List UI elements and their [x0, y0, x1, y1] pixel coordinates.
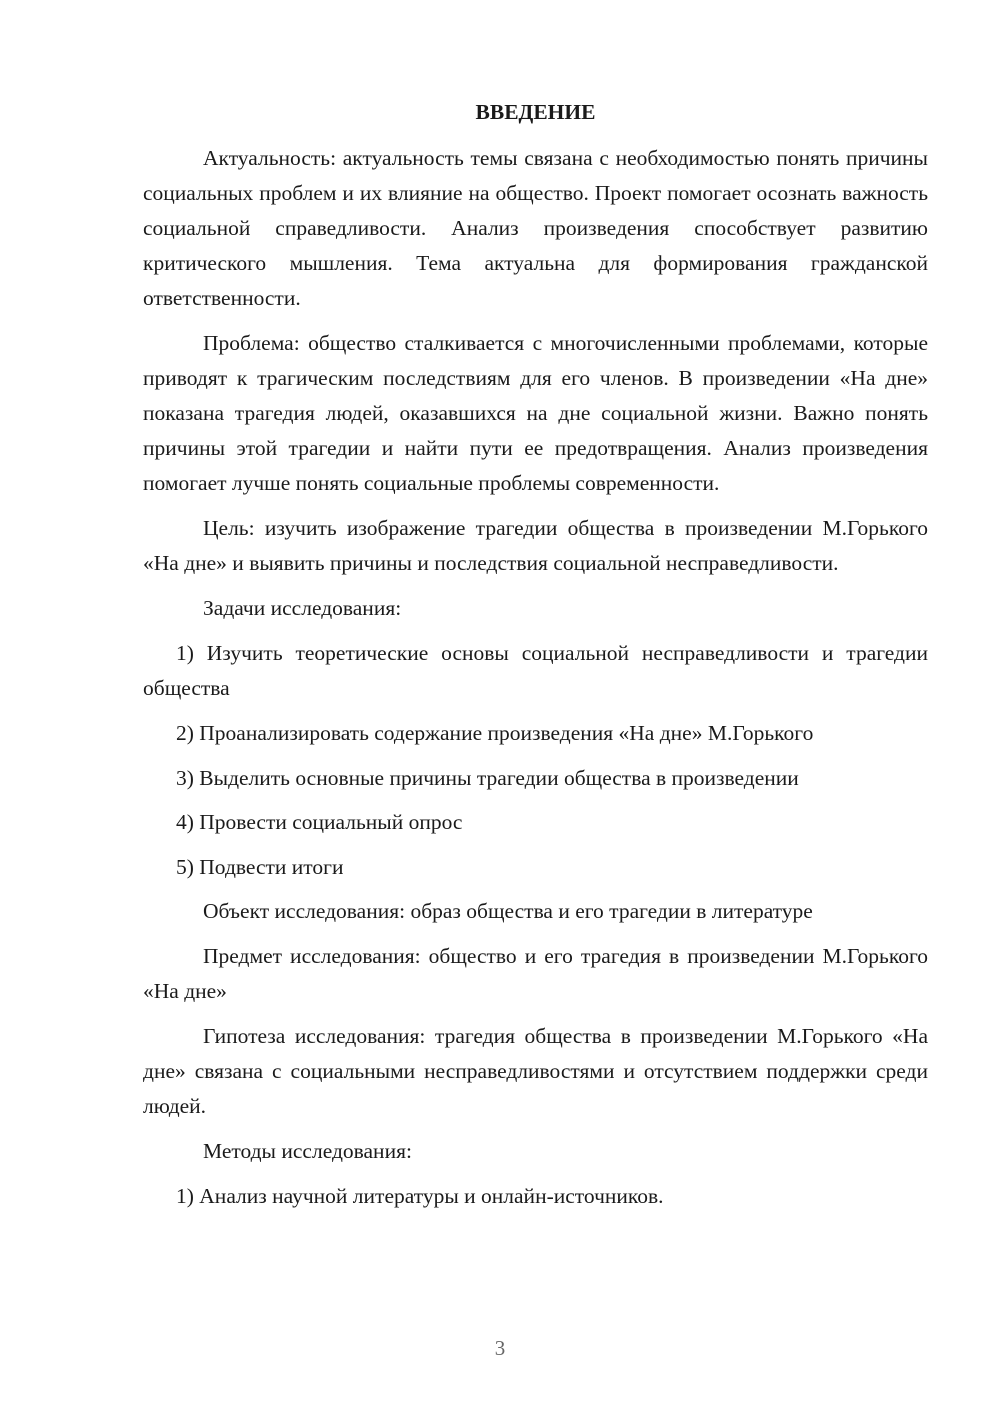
problem-paragraph: Проблема: общество сталкивается с многочисленными проблемами, которые приводят к трагическим последствиям для его членов. В произведении «На дне» показана трагедия людей, оказавшихся на дне социальной жизни. Важно понять причины этой трагедии и найти пути ее предотвращения. Анализ произведения помогает лучше понять социальные проблемы современности.	[143, 331, 928, 495]
page-number: 3	[494, 1336, 506, 1360]
methods-heading: Методы исследования:	[203, 1139, 412, 1163]
tasks-heading: Задачи исследования:	[203, 596, 402, 620]
object-paragraph: Объект исследования: образ общества и его трагедии в литературе	[203, 899, 813, 923]
task-item-4: 4) Провести социальный опрос	[176, 810, 463, 834]
hypothesis-paragraph: Гипотеза исследования: трагедия общества в произведении М.Горького «На дне» связана с социальными несправедливостями и отсутствием поддержки среди людей.	[143, 1024, 928, 1118]
relevance-paragraph: Актуальность: актуальность темы связана с необходимостью понять причины социальных проблем и их влияние на общество. Проект помогает осознать важность социальной справедливости. Анализ произведения способствует развитию критического мышления. Тема актуальна для формирования гражданской ответственности.	[143, 146, 928, 310]
document-page	[143, 95, 928, 1224]
task-item-3: 3) Выделить основные причины трагедии общества в произведении	[176, 765, 799, 790]
subject-paragraph: Предмет исследования: общество и его трагедия в произведении М.Горького «На дне»	[143, 944, 928, 1003]
method-item-1: 1) Анализ научной литературы и онлайн-источников.	[176, 1184, 664, 1208]
task-item-5: 5) Подвести итоги	[176, 854, 344, 879]
section-title: ВВЕДЕНИЕ	[475, 100, 596, 124]
goal-paragraph: Цель: изучить изображение трагедии общества в произведении М.Горького «На дне» и выявить причины и последствия социальной несправедливости.	[143, 516, 928, 575]
task-item-1: 1) Изучить теоретические основы социальной несправедливости и трагедии общества	[143, 641, 928, 700]
task-item-2: 2) Проанализировать содержание произведения «На дне» М.Горького	[176, 721, 814, 745]
